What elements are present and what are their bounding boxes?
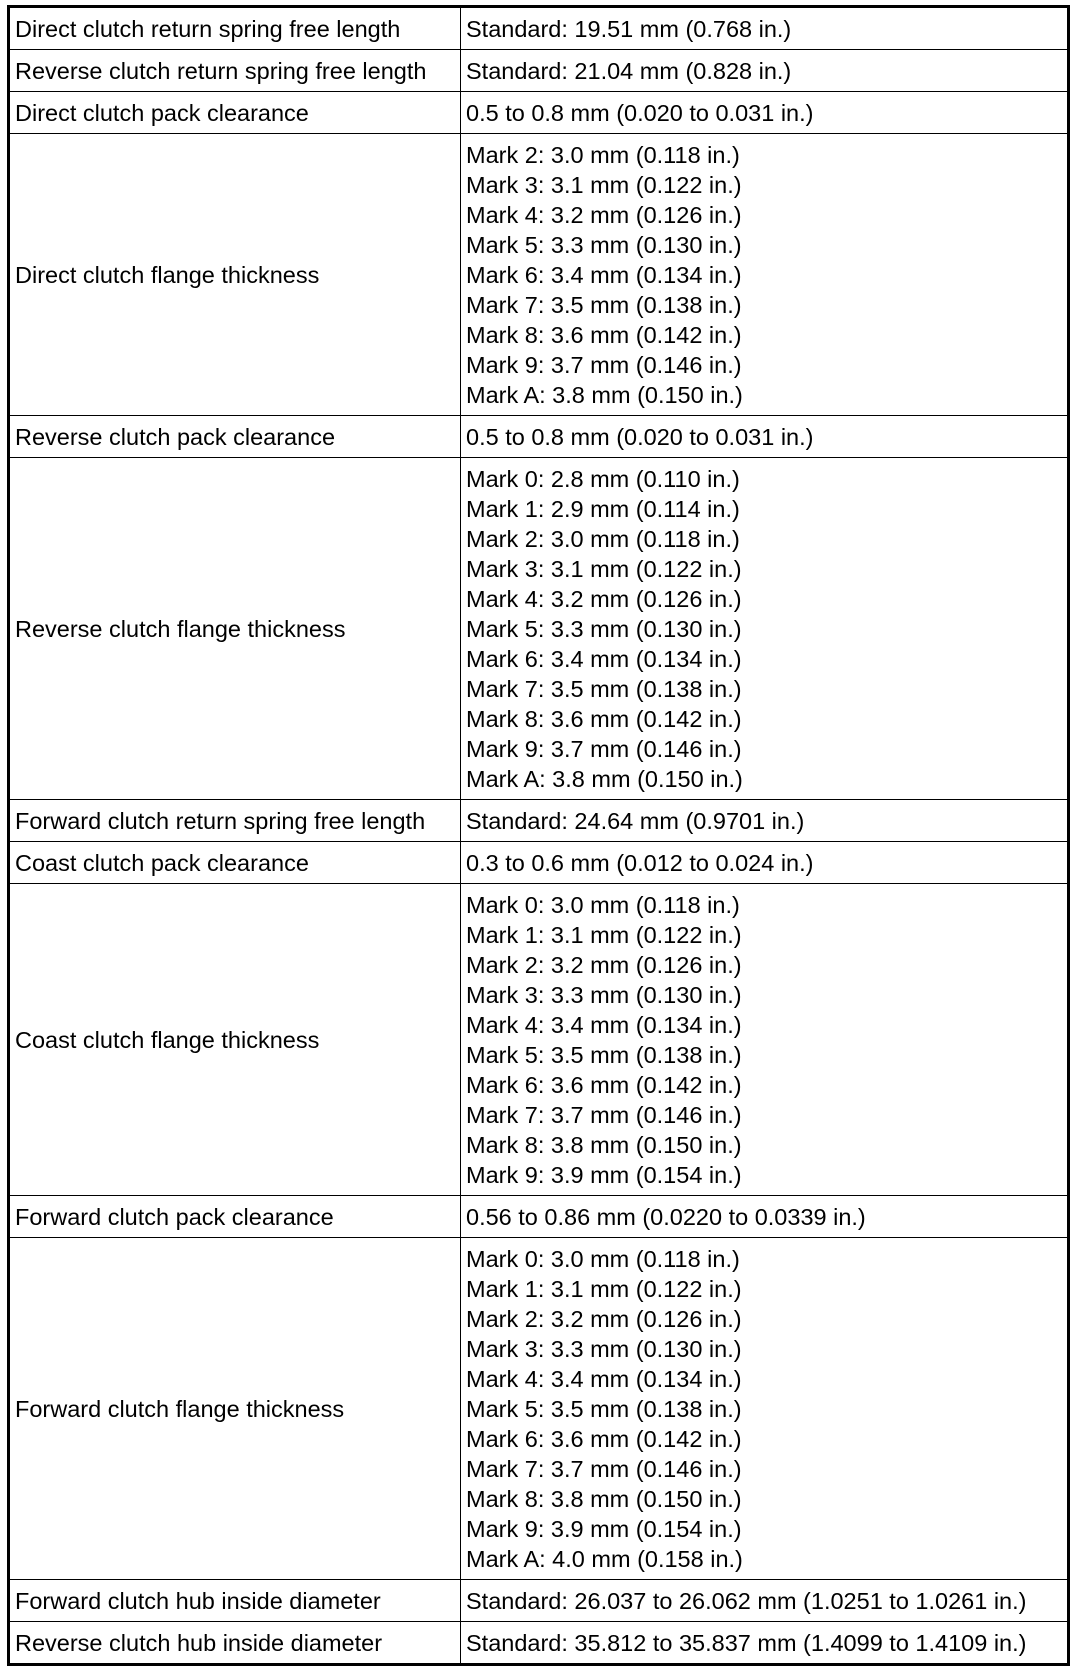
spec-value-line: Standard: 21.04 mm (0.828 in.)	[466, 58, 792, 84]
table-row	[9, 50, 1069, 92]
table-row	[9, 800, 1069, 842]
table-row	[9, 458, 1069, 800]
spec-value-line: Standard: 24.64 mm (0.9701 in.)	[466, 808, 805, 834]
spec-value-cell	[461, 884, 1069, 1196]
table-row	[9, 1196, 1069, 1238]
spec-value-line: Standard: 26.037 to 26.062 mm (1.0251 to 1.0261 in.)	[466, 1588, 1027, 1614]
spec-value-line: Mark 2: 3.2 mm (0.126 in.)	[466, 1306, 742, 1332]
spec-value-line: 0.56 to 0.86 mm (0.0220 to 0.0339 in.)	[466, 1204, 866, 1230]
spec-value-line: Mark 1: 2.9 mm (0.114 in.)	[466, 496, 740, 522]
spec-value-cell	[461, 7, 1069, 50]
spec-label-cell: Direct clutch return spring free length	[9, 7, 461, 50]
spec-value-line: Mark 4: 3.2 mm (0.126 in.)	[466, 202, 742, 228]
spec-value-line: Mark 9: 3.7 mm (0.146 in.)	[466, 736, 742, 762]
spec-value-line: Mark A: 3.8 mm (0.150 in.)	[466, 766, 743, 792]
spec-value-line: Mark 5: 3.3 mm (0.130 in.)	[466, 232, 742, 258]
spec-value-line: 0.5 to 0.8 mm (0.020 to 0.031 in.)	[466, 100, 814, 126]
spec-value-cell	[461, 458, 1069, 800]
table-row	[9, 1238, 1069, 1580]
spec-label-cell: Reverse clutch return spring free length	[9, 50, 461, 92]
spec-value-line: Standard: 19.51 mm (0.768 in.)	[466, 16, 792, 42]
spec-value-line: Mark 8: 3.8 mm (0.150 in.)	[466, 1132, 742, 1158]
spec-label-cell: Forward clutch pack clearance	[9, 1196, 461, 1238]
spec-value-cell	[461, 92, 1069, 134]
table-row	[9, 416, 1069, 458]
spec-value-line: Standard: 35.812 to 35.837 mm (1.4099 to 1.4109 in.)	[466, 1630, 1027, 1656]
table-row	[9, 1622, 1069, 1665]
spec-value-line: Mark 3: 3.3 mm (0.130 in.)	[466, 982, 742, 1008]
specification-table-body	[9, 7, 1069, 1665]
spec-value-line: Mark 9: 3.9 mm (0.154 in.)	[466, 1162, 742, 1188]
table-row	[9, 842, 1069, 884]
spec-value-line: Mark 5: 3.3 mm (0.130 in.)	[466, 616, 742, 642]
spec-value-line: Mark 0: 3.0 mm (0.118 in.)	[466, 1246, 740, 1272]
spec-value-line: Mark 4: 3.2 mm (0.126 in.)	[466, 586, 742, 612]
spec-value-line: Mark 1: 3.1 mm (0.122 in.)	[466, 1276, 742, 1302]
spec-label-cell: Coast clutch pack clearance	[9, 842, 461, 884]
spec-value-line: Mark 8: 3.6 mm (0.142 in.)	[466, 322, 742, 348]
spec-value-line: Mark 4: 3.4 mm (0.134 in.)	[466, 1366, 742, 1392]
spec-value-line: Mark 8: 3.6 mm (0.142 in.)	[466, 706, 742, 732]
spec-value-cell	[461, 50, 1069, 92]
spec-label-cell: Reverse clutch flange thickness	[9, 458, 461, 800]
spec-value-line: Mark 0: 3.0 mm (0.118 in.)	[466, 892, 740, 918]
spec-value-line: Mark A: 4.0 mm (0.158 in.)	[466, 1546, 743, 1572]
spec-value-line: Mark 1: 3.1 mm (0.122 in.)	[466, 922, 742, 948]
spec-value-line: Mark 8: 3.8 mm (0.150 in.)	[466, 1486, 742, 1512]
spec-value-line: Mark 7: 3.5 mm (0.138 in.)	[466, 292, 742, 318]
spec-value-line: Mark 9: 3.7 mm (0.146 in.)	[466, 352, 742, 378]
spec-label-cell: Forward clutch return spring free length	[9, 800, 461, 842]
spec-value-line: Mark 6: 3.4 mm (0.134 in.)	[466, 262, 742, 288]
spec-value-line: Mark 0: 2.8 mm (0.110 in.)	[466, 466, 740, 492]
spec-value-line: Mark 7: 3.7 mm (0.146 in.)	[466, 1456, 742, 1482]
spec-value-line: Mark 2: 3.0 mm (0.118 in.)	[466, 142, 740, 168]
spec-value-line: Mark 6: 3.6 mm (0.142 in.)	[466, 1072, 742, 1098]
table-row	[9, 7, 1069, 50]
spec-value-cell	[461, 842, 1069, 884]
spec-value-cell	[461, 1580, 1069, 1622]
spec-value-line: Mark 3: 3.3 mm (0.130 in.)	[466, 1336, 742, 1362]
table-row	[9, 884, 1069, 1196]
spec-label-cell: Reverse clutch hub inside diameter	[9, 1622, 461, 1665]
spec-value-line: Mark A: 3.8 mm (0.150 in.)	[466, 382, 743, 408]
spec-value-line: Mark 6: 3.4 mm (0.134 in.)	[466, 646, 742, 672]
spec-value-line: Mark 9: 3.9 mm (0.154 in.)	[466, 1516, 742, 1542]
spec-value-cell	[461, 800, 1069, 842]
spec-value-cell	[461, 416, 1069, 458]
spec-label-cell: Direct clutch pack clearance	[9, 92, 461, 134]
specification-table	[7, 5, 1070, 1666]
spec-value-line: Mark 2: 3.2 mm (0.126 in.)	[466, 952, 742, 978]
spec-label-cell: Reverse clutch pack clearance	[9, 416, 461, 458]
spec-value-line: Mark 7: 3.7 mm (0.146 in.)	[466, 1102, 742, 1128]
spec-value-cell	[461, 134, 1069, 416]
spec-value-line: Mark 4: 3.4 mm (0.134 in.)	[466, 1012, 742, 1038]
spec-value-line: Mark 2: 3.0 mm (0.118 in.)	[466, 526, 740, 552]
spec-value-line: Mark 5: 3.5 mm (0.138 in.)	[466, 1396, 742, 1422]
spec-value-line: Mark 3: 3.1 mm (0.122 in.)	[466, 172, 742, 198]
spec-value-line: Mark 3: 3.1 mm (0.122 in.)	[466, 556, 742, 582]
spec-value-line: Mark 6: 3.6 mm (0.142 in.)	[466, 1426, 742, 1452]
spec-label-cell: Direct clutch flange thickness	[9, 134, 461, 416]
spec-value-line: Mark 7: 3.5 mm (0.138 in.)	[466, 676, 742, 702]
spec-label-cell: Coast clutch flange thickness	[9, 884, 461, 1196]
spec-value-line: 0.5 to 0.8 mm (0.020 to 0.031 in.)	[466, 424, 814, 450]
spec-value-cell	[461, 1622, 1069, 1665]
spec-value-cell	[461, 1196, 1069, 1238]
table-row	[9, 92, 1069, 134]
table-row	[9, 1580, 1069, 1622]
table-row	[9, 134, 1069, 416]
spec-label-cell: Forward clutch flange thickness	[9, 1238, 461, 1580]
spec-value-line: 0.3 to 0.6 mm (0.012 to 0.024 in.)	[466, 850, 814, 876]
spec-value-cell	[461, 1238, 1069, 1580]
spec-value-line: Mark 5: 3.5 mm (0.138 in.)	[466, 1042, 742, 1068]
spec-label-cell: Forward clutch hub inside diameter	[9, 1580, 461, 1622]
